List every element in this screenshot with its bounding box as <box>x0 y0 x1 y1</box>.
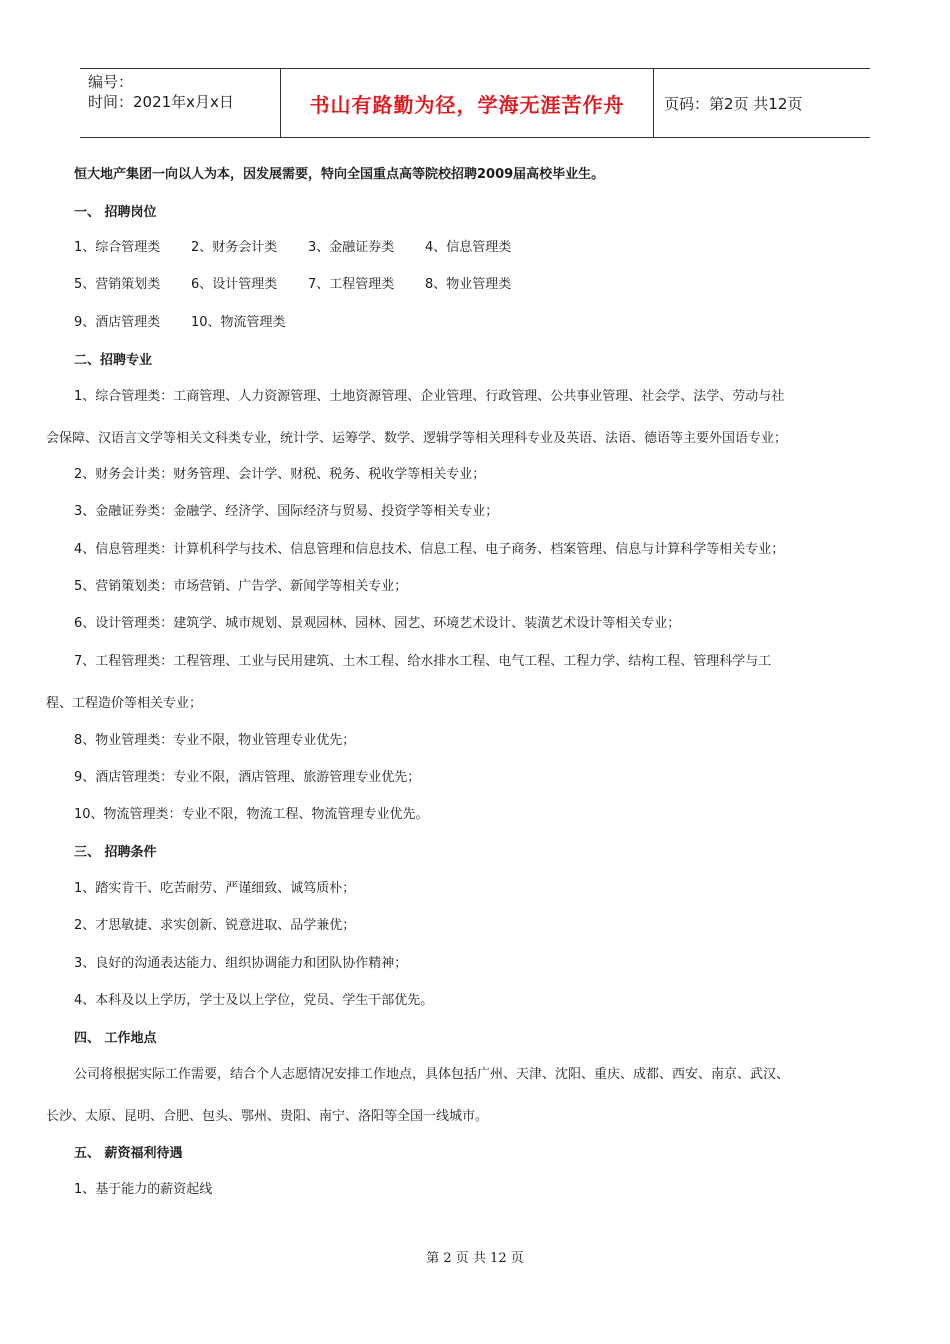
major-line: 8、物业管理类：专业不限，物业管理专业优先； <box>74 733 356 748</box>
position-item: 10、物流管理类 <box>191 315 286 330</box>
position-item: 3、金融证券类 <box>308 240 395 255</box>
major-line: 4、信息管理类：计算机科学与技术、信息管理和信息技术、信息工程、电子商务、档案管理、信息与计算科学等相关专业； <box>74 542 785 557</box>
requirement-line: 3、良好的沟通表达能力、组织协调能力和团队协作精神； <box>74 956 408 971</box>
position-item: 5、营销策划类 <box>74 277 161 292</box>
position-item: 6、设计管理类 <box>191 277 278 292</box>
location-line: 公司将根据实际工作需要，结合个人志愿情况安排工作地点，具体包括广州、天津、沈阳、重庆、成都、西安、南京、武汉、 <box>74 1067 790 1082</box>
requirement-line: 2、才思敏捷、求实创新、锐意进取、品学兼优； <box>74 918 356 933</box>
positions-row-2 <box>74 273 511 292</box>
major-line: 9、酒店管理类：专业不限，酒店管理、旅游管理专业优先； <box>74 770 421 785</box>
major-line: 5、营销策划类：市场营销、广告学、新闻学等相关专业； <box>74 579 408 594</box>
major-line: 程、工程造价等相关专业； <box>46 696 203 711</box>
major-line: 会保障、汉语言文学等相关文科类专业，统计学、运筹学、数学、逻辑学等相关理科专业及英语、法语、德语等主要外国语专业； <box>46 431 788 446</box>
major-line: 1、综合管理类：工商管理、人力资源管理、土地资源管理、企业管理、行政管理、公共事业管理、社会学、法学、劳动与社 <box>74 389 785 404</box>
section-title-positions: 一、 招聘岗位 <box>74 205 157 220</box>
header-motto-cell <box>281 69 654 137</box>
document-date: 时间：2021年x月x日 <box>88 93 234 111</box>
major-line: 6、设计管理类：建筑学、城市规划、景观园林、园林、园艺、环境艺术设计、装潢艺术设计等相关专业； <box>74 616 681 631</box>
section-title-location: 四、 工作地点 <box>74 1031 157 1046</box>
positions-row-1 <box>74 236 511 255</box>
header-motto: 书山有路勤为径，学海无涯苦作舟 <box>309 92 625 117</box>
section-title-majors: 二、招聘专业 <box>74 353 153 368</box>
major-line: 10、物流管理类：专业不限，物流工程、物流管理专业优先。 <box>74 807 429 822</box>
major-line: 7、工程管理类：工程管理、工业与民用建筑、土木工程、给水排水工程、电气工程、工程力学、结构工程、管理科学与工 <box>74 654 772 669</box>
major-line: 2、财务会计类：财务管理、会计学、财税、税务、税收学等相关专业； <box>74 467 486 482</box>
position-item: 1、综合管理类 <box>74 240 161 255</box>
salary-line: 1、基于能力的薪资起线 <box>74 1182 213 1197</box>
document-number: 编号： <box>88 73 134 91</box>
requirement-line: 4、本科及以上学历，学士及以上学位，党员、学生干部优先。 <box>74 993 434 1008</box>
page-header <box>80 68 870 138</box>
section-title-requirements: 三、 招聘条件 <box>74 845 157 860</box>
section-title-salary: 五、 薪资福利待遇 <box>74 1146 183 1161</box>
position-item: 9、酒店管理类 <box>74 315 161 330</box>
intro-paragraph: 恒大地产集团一向以人为本，因发展需要，特向全国重点高等院校招聘2009届高校毕业生。 <box>74 167 605 182</box>
requirement-line: 1、踏实肯干、吃苦耐劳、严谨细致、诚笃质朴； <box>74 881 356 896</box>
header-meta <box>80 69 281 137</box>
header-page-number: 页码：第2页 共12页 <box>664 94 803 113</box>
page-footer: 第 2 页 共 12 页 <box>426 1251 524 1266</box>
position-item: 4、信息管理类 <box>425 240 512 255</box>
position-item: 7、工程管理类 <box>308 277 395 292</box>
positions-row-3 <box>74 311 286 330</box>
major-line: 3、金融证券类：金融学、经济学、国际经济与贸易、投资学等相关专业； <box>74 504 499 519</box>
position-item: 8、物业管理类 <box>425 277 512 292</box>
location-line: 长沙、太原、昆明、合肥、包头、鄂州、贵阳、南宁、洛阳等全国一线城市。 <box>46 1109 489 1124</box>
position-item: 2、财务会计类 <box>191 240 278 255</box>
